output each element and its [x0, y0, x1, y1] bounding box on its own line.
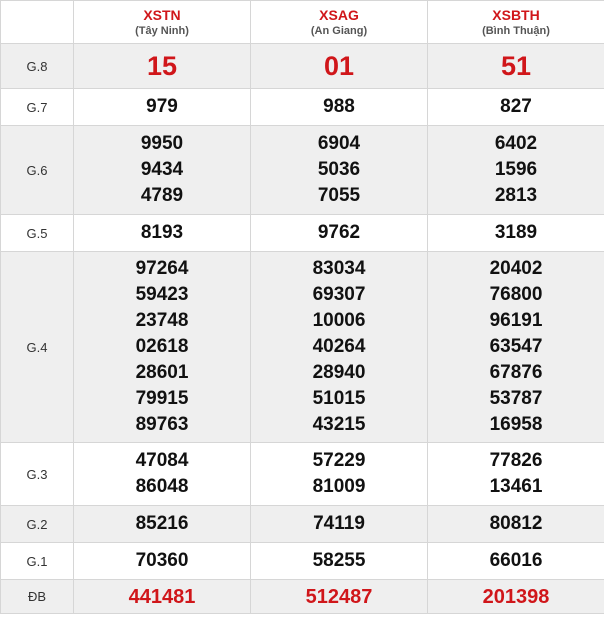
province-code[interactable]: XSAG [319, 6, 359, 23]
prize-cell [74, 252, 251, 443]
prize-label: G.4 [1, 252, 74, 443]
prize-number: 5036 [317, 159, 361, 180]
prize-cell [428, 580, 604, 614]
prize-number: 9434 [140, 159, 184, 180]
prize-number: 74119 [313, 513, 365, 534]
prize-cell [428, 44, 604, 89]
prize-number: 4789 [140, 185, 184, 206]
prize-cell [74, 44, 251, 89]
prize-number: 6904 [317, 133, 361, 154]
prize-number: 16958 [489, 414, 543, 435]
prize-row-g8 [1, 44, 604, 89]
prize-number: 43215 [312, 414, 366, 435]
prize-cell [251, 89, 428, 126]
prize-row-g3 [1, 443, 604, 506]
prize-number: 979 [146, 96, 178, 117]
prize-number: 97264 [135, 258, 189, 279]
prize-number: 70360 [135, 550, 189, 571]
prize-number: 66016 [489, 550, 543, 571]
prize-cell [74, 580, 251, 614]
prize-cell [251, 126, 428, 215]
prize-cell [428, 443, 604, 506]
province-header-xstn [74, 1, 251, 44]
province-name: (An Giang) [310, 24, 368, 37]
prize-cell [74, 126, 251, 215]
prize-number: 83034 [312, 258, 366, 279]
prize-cell [251, 580, 428, 614]
header-row [1, 1, 604, 44]
prize-number: 8193 [140, 222, 184, 243]
prize-number: 69307 [312, 284, 366, 305]
prize-number: 58255 [312, 550, 366, 571]
prize-number: 28601 [135, 362, 189, 383]
prize-cell [251, 543, 428, 580]
prize-number: 2813 [494, 185, 538, 206]
prize-cell [428, 126, 604, 215]
prize-number: 79915 [135, 388, 189, 409]
prize-cell [251, 443, 428, 506]
prize-label: G.8 [1, 44, 74, 89]
prize-label: ĐB [1, 580, 74, 614]
prize-number: 10006 [312, 310, 366, 331]
prize-number: 1596 [494, 159, 538, 180]
prize-cell [74, 506, 251, 543]
prize-cell [74, 89, 251, 126]
prize-number: 51015 [312, 388, 366, 409]
province-name: (Bình Thuận) [482, 24, 550, 37]
prize-label: G.3 [1, 443, 74, 506]
prize-number: 81009 [312, 476, 366, 497]
prize-cell [428, 215, 604, 252]
prize-number: 76800 [489, 284, 543, 305]
prize-number: 57229 [312, 450, 366, 471]
prize-number: 63547 [489, 336, 543, 357]
prize-cell [74, 215, 251, 252]
prize-number: 67876 [489, 362, 543, 383]
prize-number: 13461 [489, 476, 543, 497]
prize-label: G.5 [1, 215, 74, 252]
prize-number: 988 [323, 96, 355, 117]
prize-cell [74, 443, 251, 506]
prize-number: 9950 [140, 133, 184, 154]
prize-cell [251, 506, 428, 543]
prize-number: 15 [146, 51, 178, 81]
special-prize-number: 201398 [482, 585, 550, 608]
prize-row-g5 [1, 215, 604, 252]
prize-row-g4 [1, 252, 604, 443]
province-name: (Tây Ninh) [135, 24, 189, 37]
prize-cell [428, 252, 604, 443]
prize-cell [251, 215, 428, 252]
province-code[interactable]: XSBTH [492, 6, 540, 23]
prize-number: 85216 [135, 513, 189, 534]
prize-label: G.7 [1, 89, 74, 126]
prize-cell [428, 506, 604, 543]
prize-label: G.2 [1, 506, 74, 543]
prize-number: 02618 [135, 336, 189, 357]
prize-number: 40264 [312, 336, 366, 357]
prize-header-cell [1, 1, 74, 44]
prize-cell [74, 543, 251, 580]
province-header-xsbth [428, 1, 604, 44]
prize-number: 3189 [494, 222, 538, 243]
prize-number: 827 [500, 96, 532, 117]
prize-number: 59423 [135, 284, 189, 305]
prize-label: G.1 [1, 543, 74, 580]
prize-number: 7055 [317, 185, 361, 206]
prize-number: 23748 [135, 310, 189, 331]
special-prize-number: 441481 [128, 585, 196, 608]
prize-row-special [1, 580, 604, 614]
prize-row-g7 [1, 89, 604, 126]
prize-label: G.6 [1, 126, 74, 215]
prize-number: 28940 [312, 362, 366, 383]
prize-row-g1 [1, 543, 604, 580]
prize-number: 20402 [489, 258, 543, 279]
prize-number: 6402 [494, 133, 538, 154]
prize-number: 01 [323, 51, 355, 81]
prize-number: 96191 [489, 310, 543, 331]
prize-number: 9762 [317, 222, 361, 243]
prize-cell [428, 543, 604, 580]
prize-number: 80812 [489, 513, 543, 534]
prize-number: 47084 [135, 450, 189, 471]
prize-number: 77826 [489, 450, 543, 471]
prize-row-g2 [1, 506, 604, 543]
prize-cell [251, 44, 428, 89]
prize-cell [251, 252, 428, 443]
prize-number: 89763 [135, 414, 189, 435]
prize-number: 53787 [489, 388, 543, 409]
prize-cell [428, 89, 604, 126]
province-code[interactable]: XSTN [143, 6, 181, 23]
prize-number: 51 [500, 51, 532, 81]
province-header-xsag [251, 1, 428, 44]
special-prize-number: 512487 [305, 585, 373, 608]
prize-number: 86048 [135, 476, 189, 497]
prize-row-g6 [1, 126, 604, 215]
